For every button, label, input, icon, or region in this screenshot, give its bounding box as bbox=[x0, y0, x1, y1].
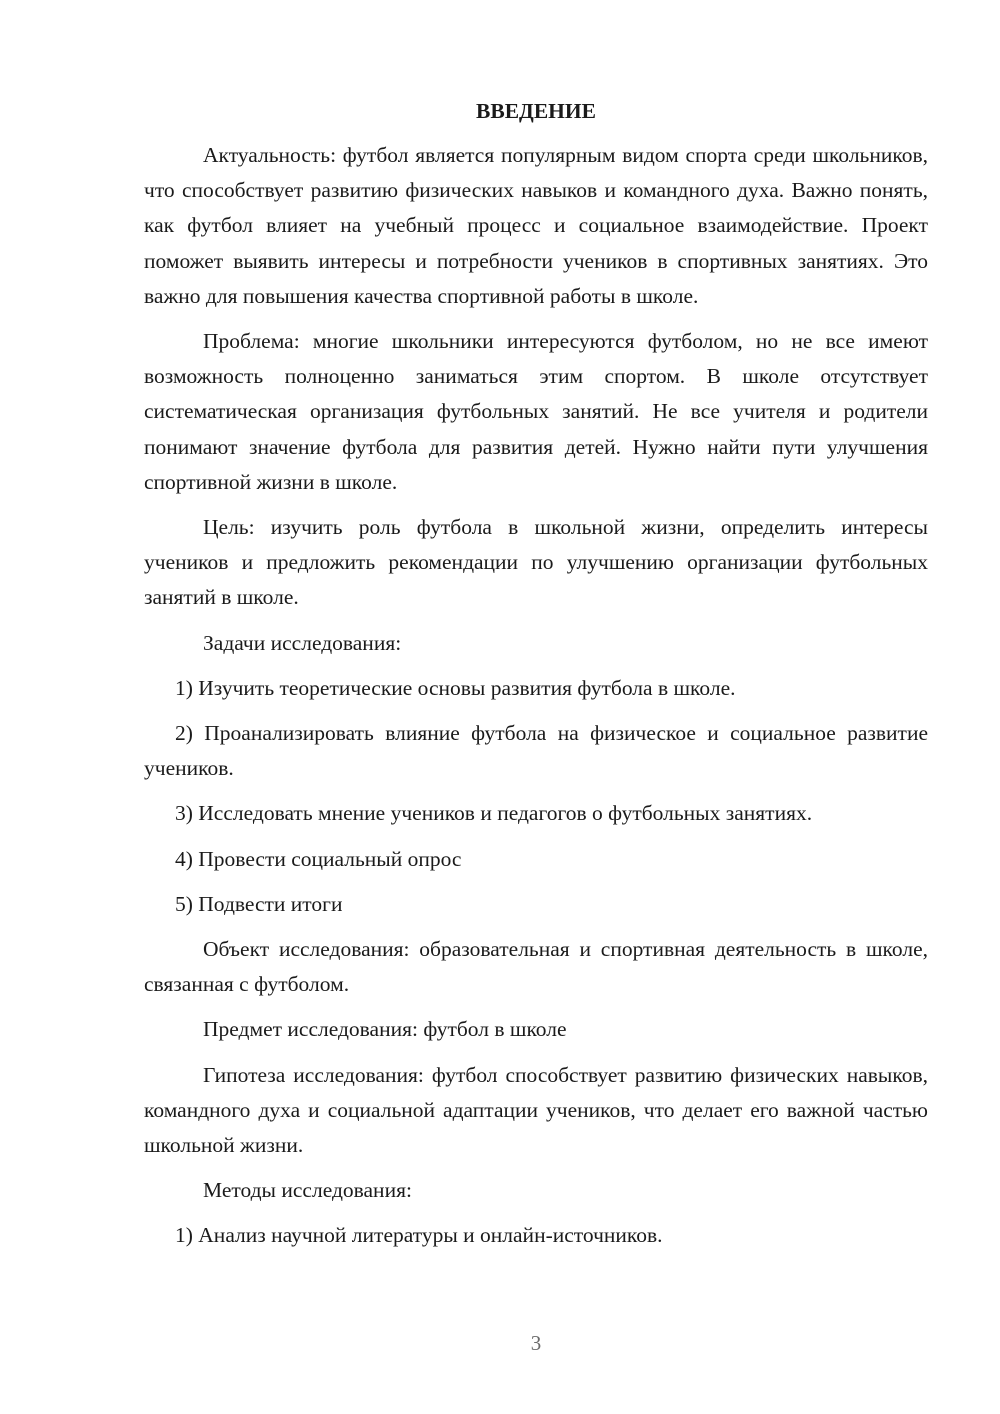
tasks-heading: Задачи исследования: bbox=[203, 630, 402, 655]
task-item-2: 2) Проанализировать влияние футбола на физическое и социальное развитие учеников. bbox=[144, 721, 928, 781]
task-item-4: 4) Провести социальный опрос bbox=[175, 846, 462, 871]
method-item-1: 1) Анализ научной литературы и онлайн-источников. bbox=[175, 1223, 663, 1248]
hypothesis-paragraph: Гипотеза исследования: футбол способствует развитию физических навыков, командного духа и социальной адаптации учеников, что делает его важной частью школьной жизни. bbox=[144, 1062, 928, 1158]
task-item-5: 5) Подвести итоги bbox=[175, 891, 343, 916]
subject-paragraph: Предмет исследования: футбол в школе bbox=[203, 1017, 567, 1042]
relevance-paragraph: Актуальность: футбол является популярным видом спорта среди школьников, что способствует развитию физических навыков и командного духа. Важно понять, как футбол влияет на учебный процесс и социальное взаимодействие. Проект поможет выявить интересы и потребности учеников в спортивных занятиях. Это важно для повышения качества спортивной работы в школе. bbox=[144, 143, 928, 308]
section-title: ВВЕДЕНИЕ bbox=[476, 99, 596, 123]
goal-paragraph: Цель: изучить роль футбола в школьной жизни, определить интересы учеников и предложить рекомендации по улучшению организации футбольных занятий в школе. bbox=[144, 515, 928, 610]
task-item-1: 1) Изучить теоретические основы развития футбола в школе. bbox=[175, 675, 736, 700]
object-paragraph: Объект исследования: образовательная и спортивная деятельность в школе, связанная с футболом. bbox=[144, 937, 928, 997]
problem-paragraph: Проблема: многие школьники интересуются футболом, но не все имеют возможность полноценно заниматься этим спортом. В школе отсутствует систематическая организация футбольных занятий. Не все учителя и родители понимают значение футбола для развития детей. Нужно найти пути улучшения спортивной жизни в школе. bbox=[144, 329, 928, 494]
document-page bbox=[144, 94, 928, 1264]
task-item-3: 3) Исследовать мнение учеников и педагогов о футбольных занятиях. bbox=[175, 801, 813, 826]
methods-heading: Методы исследования: bbox=[203, 1178, 412, 1203]
page-number: 3 bbox=[530, 1331, 542, 1355]
